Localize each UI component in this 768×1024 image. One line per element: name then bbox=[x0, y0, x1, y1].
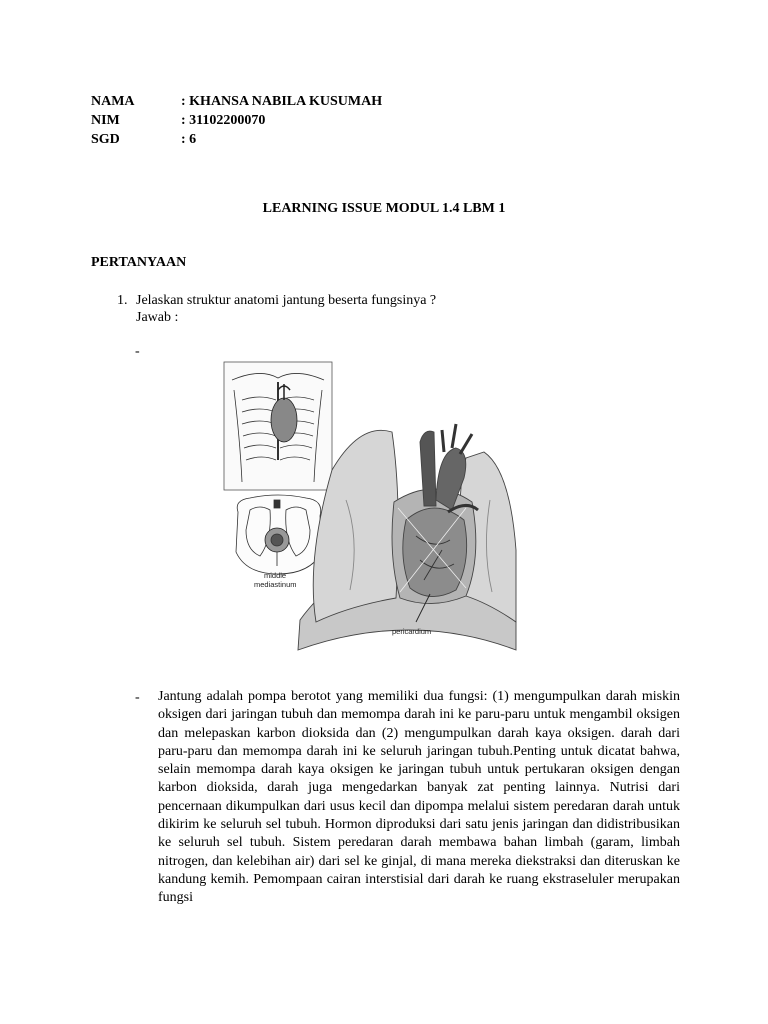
heart-anatomy-illustration bbox=[220, 360, 520, 655]
header-value: : 6 bbox=[181, 132, 197, 147]
label-mediastinum: mediastinum bbox=[254, 580, 297, 589]
header-value: : 31102200070 bbox=[181, 113, 266, 128]
cross-section-inset bbox=[236, 495, 322, 574]
section-heading: PERTANYAAN bbox=[91, 255, 187, 270]
label-middle: middle bbox=[264, 571, 287, 580]
question-number: 1. bbox=[117, 293, 128, 308]
document-title: LEARNING ISSUE MODUL 1.4 LBM 1 bbox=[262, 201, 506, 216]
answer-paragraph: Jantung adalah pompa berotot yang memiliki dua fungsi: (1) mengumpulkan darah miskin oksigen dari jaringan tubuh dan memompa darah ini ke paru-paru untuk mengambil oksigen dan melepaskan karbon dioksida dan (2) mengumpulkan darah kaya oksigen. darah dari paru-paru dan memompa darah ini ke seluruh jaringan tubuh.Penting untuk dicatat bahwa, selain memompa darah kaya oksigen ke jaringan tubuh untuk pertukaran oksigen dengan karbon dioksida, darah juga mengedarkan banyak zat penting lainnya. Nutrisi dari pencernaan dikumpulkan dari usus kecil dan dipompa melalui sistem peredaran darah untuk dikirim ke seluruh sel tubuh. Hormon diproduksi dari satu jenis jaringan dan didistribusikan ke seluruh sel tubuh. Sistem peredaran darah membawa bahan limbah (garam, limbah nitrogen, dan kelebihan air) dari sel ke ginjal, di mana mereka diekstraksi dan diteruskan ke kandung kemih. Pemompaan cairan interstisial dari darah ke ruang ekstraseluler merupakan fungsi bbox=[158, 689, 680, 906]
label-pericardium: pericardium bbox=[392, 627, 432, 636]
header-label: NIM bbox=[91, 113, 120, 128]
thorax-inset bbox=[224, 362, 332, 490]
header-value: : KHANSA NABILA KUSUMAH bbox=[181, 94, 383, 109]
header-label: NAMA bbox=[91, 94, 135, 109]
bullet-dash: - bbox=[135, 690, 140, 705]
header-label: SGD bbox=[91, 132, 120, 147]
bullet-dash: - bbox=[135, 344, 140, 359]
answer-label: Jawab : bbox=[136, 310, 179, 325]
question-text: Jelaskan struktur anatomi jantung beserta fungsinya ? bbox=[136, 293, 437, 308]
